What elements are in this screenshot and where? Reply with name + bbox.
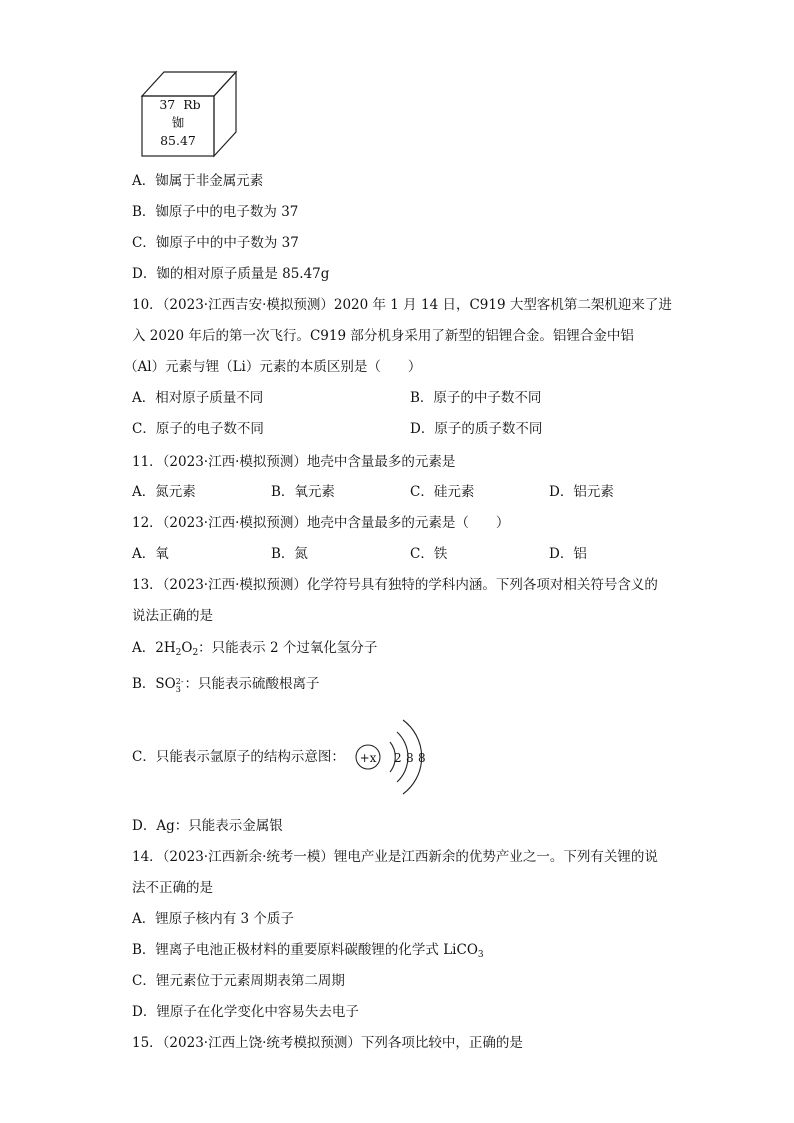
q14-option-b: B．锂离子电池正极材料的重要原料碳酸锂的化学式 LiCO$_3$ <box>132 942 484 960</box>
q11-option-d: D．铝元素 <box>549 484 614 500</box>
q12-option-d: D．铝 <box>549 546 587 562</box>
q10-option-d: D．原子的质子数不同 <box>410 421 543 437</box>
element-card <box>140 70 240 164</box>
q12-option-a: A．氧 <box>132 546 169 562</box>
q10-option-b: B．原子的中子数不同 <box>410 390 542 406</box>
element-name: 铷 <box>171 115 185 130</box>
q13-option-d: D．Ag：只能表示金属银 <box>132 818 283 834</box>
nucleus-label: +x <box>359 751 377 765</box>
q11-option-a: A．氮元素 <box>132 484 196 500</box>
q14-option-c: C．锂元素位于元素周期表第二周期 <box>132 973 345 989</box>
q13-option-a: A．$2H_2O_2$：只能表示 2 个过氧化氢分子 <box>132 640 378 658</box>
q9-option-b: B．铷原子中的电子数为 37 <box>132 204 299 220</box>
atom-structure-diagram <box>350 710 440 805</box>
q14-option-d: D．锂原子在化学变化中容易失去电子 <box>132 1004 359 1020</box>
q12-option-c: C．铁 <box>410 546 448 562</box>
q14-stem-line2: 法不正确的是 <box>132 880 213 896</box>
element-number-symbol: 37 Rb <box>159 97 201 112</box>
q15-stem: 15．（2023·江西上饶·统考模拟预测）下列各项比较中，正确的是 <box>132 1035 523 1051</box>
shell-1-electrons: 2 <box>394 751 402 765</box>
q13-stem-line2: 说法正确的是 <box>132 608 213 624</box>
q10-stem-line3: （Al）元素与锂（Li）元素的本质区别是（ ） <box>124 359 422 375</box>
element-mass: 85.47 <box>160 133 196 148</box>
q9-option-d: D．铷的相对原子质量是 85.47g <box>132 266 330 282</box>
q12-stem: 12．（2023·江西·模拟预测）地壳中含量最多的元素是（ ） <box>132 515 510 531</box>
q13-option-c: C．只能表示氩原子的结构示意图： <box>132 749 345 765</box>
q10-stem-line1: 10．（2023·江西吉安·模拟预测）2020 年 1 月 14 日，C919 大型客机第二架机迎来了进 <box>132 297 672 313</box>
q14-option-a: A．锂原子核内有 3 个质子 <box>132 911 294 927</box>
q11-option-c: C．硅元素 <box>410 484 475 500</box>
shell-3-electrons: 8 <box>418 751 426 765</box>
q11-option-b: B．氧元素 <box>271 484 335 500</box>
q11-stem: 11．（2023·江西·模拟预测）地壳中含量最多的元素是 <box>132 454 456 470</box>
q10-option-c: C．原子的电子数不同 <box>132 421 264 437</box>
q10-stem-line2: 入 2020 年后的第一次飞行。C919 部分机身采用了新型的铝锂合金。铝锂合金中铝 <box>132 328 634 344</box>
q10-option-a: A．相对原子质量不同 <box>132 390 264 406</box>
q9-option-a: A．铷属于非金属元素 <box>132 173 264 189</box>
q13-stem-line1: 13．（2023·江西·模拟预测）化学符号具有独特的学科内涵。下列各项对相关符号含义的 <box>132 577 658 593</box>
q14-stem-line1: 14．（2023·江西新余·统考一模）锂电产业是江西新余的优势产业之一。下列有关锂的说 <box>132 849 658 865</box>
q13-option-b: B．SO2- 3 ：只能表示硫酸根离子 <box>132 676 320 694</box>
shell-2-electrons: 8 <box>406 751 414 765</box>
q9-option-c: C．铷原子中的中子数为 37 <box>132 235 299 251</box>
q12-option-b: B．氮 <box>271 546 308 562</box>
